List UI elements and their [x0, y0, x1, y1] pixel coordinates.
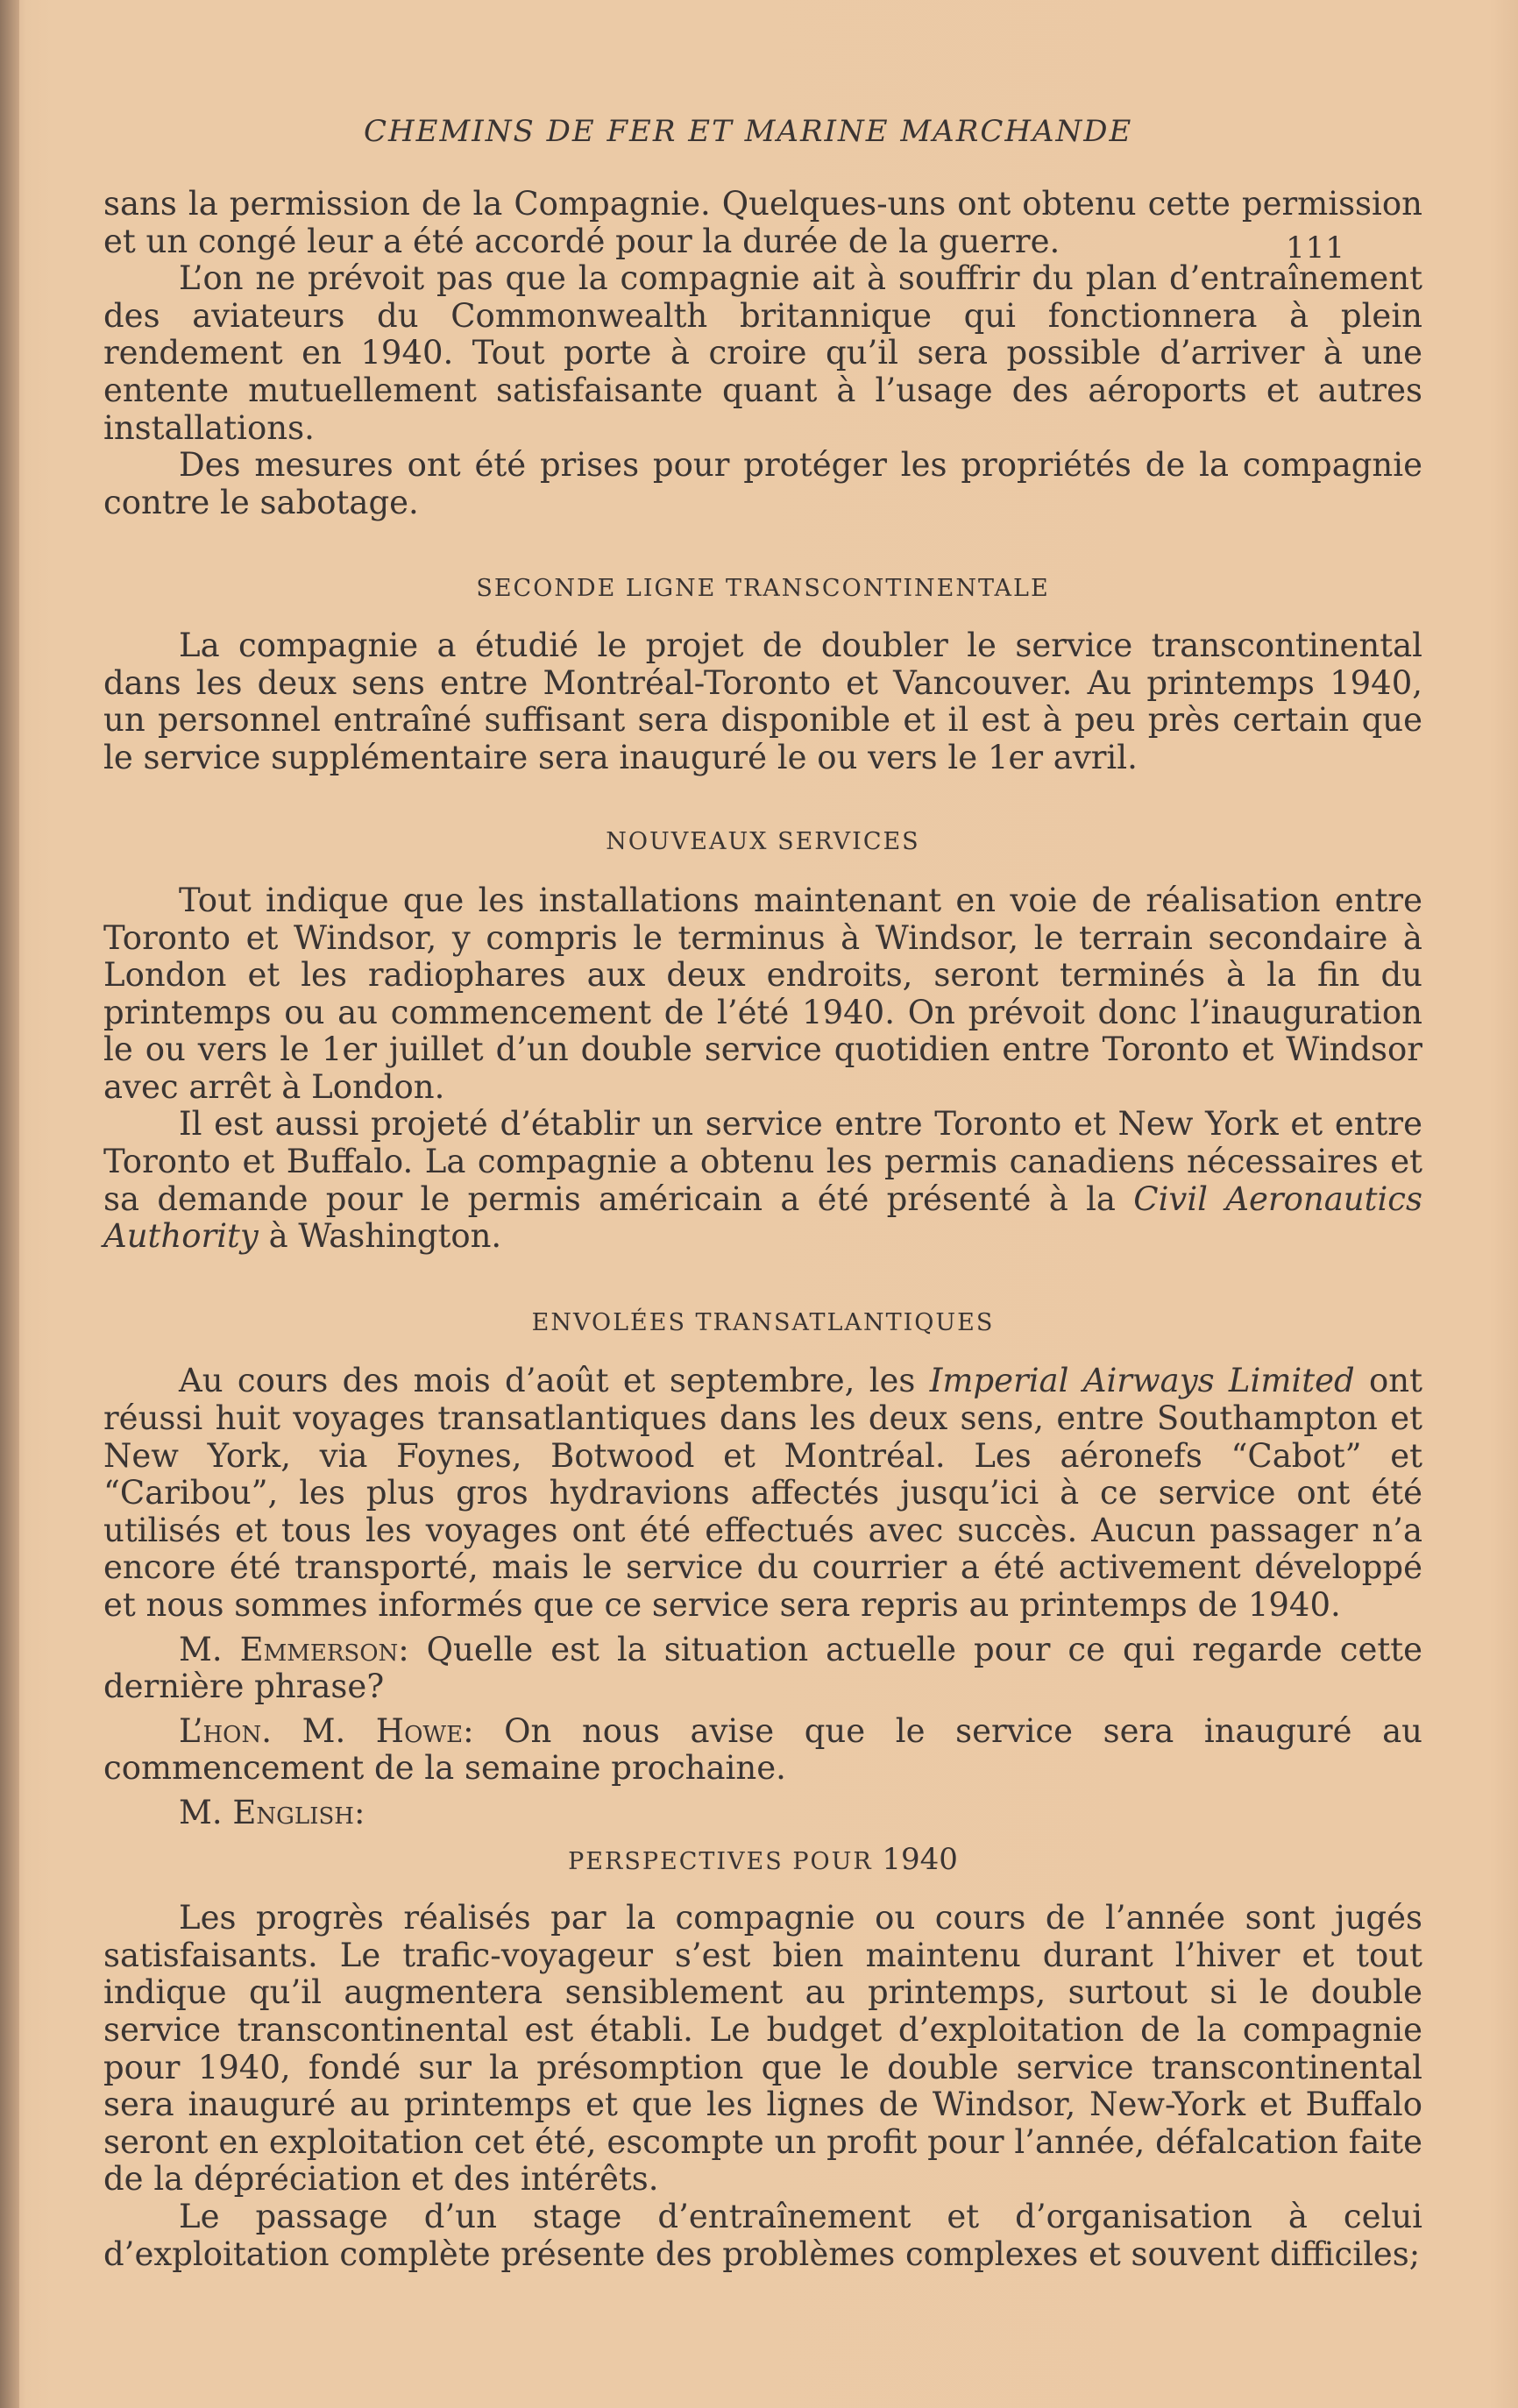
paragraph-7-italic: Imperial Airways Limited: [929, 1362, 1355, 1400]
paragraph-10: Les progrès réalisés par la compagnie ou cours de l’année sont jugés satisfaisants. Le trafic-voyageur s’est bien maintenu durant l’hiver et tout indique qu’il augmentera sensiblement au printemps, surtout si le double service transcontinental est établi. Le budget d’exploitation de la compagnie pour 1940, fondé sur la présomption que le double service transcontinental sera inauguré au printemps et que les lignes de Windsor, New-York et Buffalo seront en exploitation cet été, escompte un profit pour l’année, défalcation faite de la dépréciation et des intérêts.: [103, 1899, 1422, 2199]
paragraph-6-text-b: à Washington.: [258, 1217, 502, 1256]
section-heading-perspectives-text: PERSPECTIVES POUR: [568, 1847, 873, 1875]
paragraph-6-italic: Civil Aeronautics Authority: [103, 1179, 1423, 1256]
speaker-emmerson: M. Emmerson:: [179, 1630, 409, 1668]
paragraph-9-text: On nous avise que le service sera inauguré au commencement de la semaine prochaine.: [103, 1711, 1422, 1788]
paragraph-9: [103, 1713, 1422, 1788]
speaker-english: M. English:: [179, 1793, 365, 1831]
paragraph-7: [103, 1363, 1422, 1624]
paragraph-2: L’on ne prévoit pas que la compagnie ait à souffrir du plan d’entraînement des aviateurs du Commonwealth britannique qui fonctionnera à plein rendement en 1940. Tout porte à croire qu’il sera possible d’arriver à une entente mutuellement satisfaisante quant à l’usage des aéroports et autres installations.: [103, 259, 1422, 447]
body-text: [103, 186, 1422, 2273]
paragraph-5: Tout indique que les installations maintenant en voie de réalisation entre Toronto et Windsor, y compris le terminus à Windsor, le terrain secondaire à London et les radiophares aux deux endroits, seront terminés à la fin du printemps ou au commencement de l’été 1940. On prévoit donc l’inauguration le ou vers le 1er juillet d’un double service quotidien entre Toronto et Windsor avec arrêt à London.: [103, 881, 1422, 1106]
speaker-howe: L’hon. M. Howe:: [179, 1711, 474, 1750]
paragraph-4: La compagnie a étudié le projet de doubler le service transcontinental dans les deux sens entre Montréal-Toronto et Vancouver. Au printemps 1940, un personnel entraîné suffisant sera disponible et il est à peu près certain que le service supplémentaire sera inauguré le ou vers le 1er avril.: [103, 626, 1422, 776]
paragraph-11: Le passage d’un stage d’entraînement et d’organisation à celui d’exploitation complète présente des problèmes complexes et souvent difficiles;: [103, 2197, 1422, 2273]
paragraph-6-text-a: Il est aussi projeté d’établir un service entre Toronto et New York et entre Toronto et Buffalo. La compagnie a obtenu les permis canadiens nécessaires et sa demande pour le permis américain a été présenté à la: [103, 1105, 1422, 1218]
section-heading-perspectives-year: 1940: [882, 1841, 958, 1877]
section-heading-seconde-ligne: SECONDE LIGNE TRANSCONTINENTALE: [476, 575, 1050, 603]
paragraph-8-text: Quelle est la situation actuelle pour ce qui regarde cette dernière phrase?: [103, 1630, 1423, 1706]
paragraph-6: [103, 1106, 1422, 1255]
running-title: CHEMINS DE FER ET MARINE MARCHANDE: [364, 114, 1133, 149]
page-binding-edge: [0, 0, 19, 2408]
paragraph-7-text-b: ont réussi huit voyages transatlantiques dans les deux sens, entre Southampton et New York, via Foynes, Botwood et Montréal. Les aéronefs “Cabot” et “Caribou”, les plus gros hydravions affectés jusqu’ici à ce service ont été utilisés et tous les voyages ont été effectués avec succès. Aucun passager n’a encore été transporté, mais le service du courrier a été activement développé et nous sommes informés que ce service sera repris au printemps de 1940.: [103, 1362, 1422, 1624]
paragraph-7-text-a: Au cours des mois d’août et septembre, les: [179, 1362, 930, 1400]
section-heading-perspectives: [103, 1841, 1422, 1881]
page-number: 111: [1286, 230, 1345, 266]
speaker-english-line: [103, 1795, 1422, 1832]
section-heading-nouveaux-services: NOUVEAUX SERVICES: [606, 828, 920, 856]
paragraph-3: Des mesures ont été prises pour protéger les propriétés de la compagnie contre le sabotage.: [103, 446, 1422, 521]
section-heading-envolees: ENVOLÉES TRANSATLANTIQUES: [531, 1308, 995, 1336]
paragraph-1: sans la permission de la Compagnie. Quelques-uns ont obtenu cette permission et un congé leur a été accordé pour la durée de la guerre.: [103, 185, 1422, 260]
paragraph-8: [103, 1632, 1422, 1706]
